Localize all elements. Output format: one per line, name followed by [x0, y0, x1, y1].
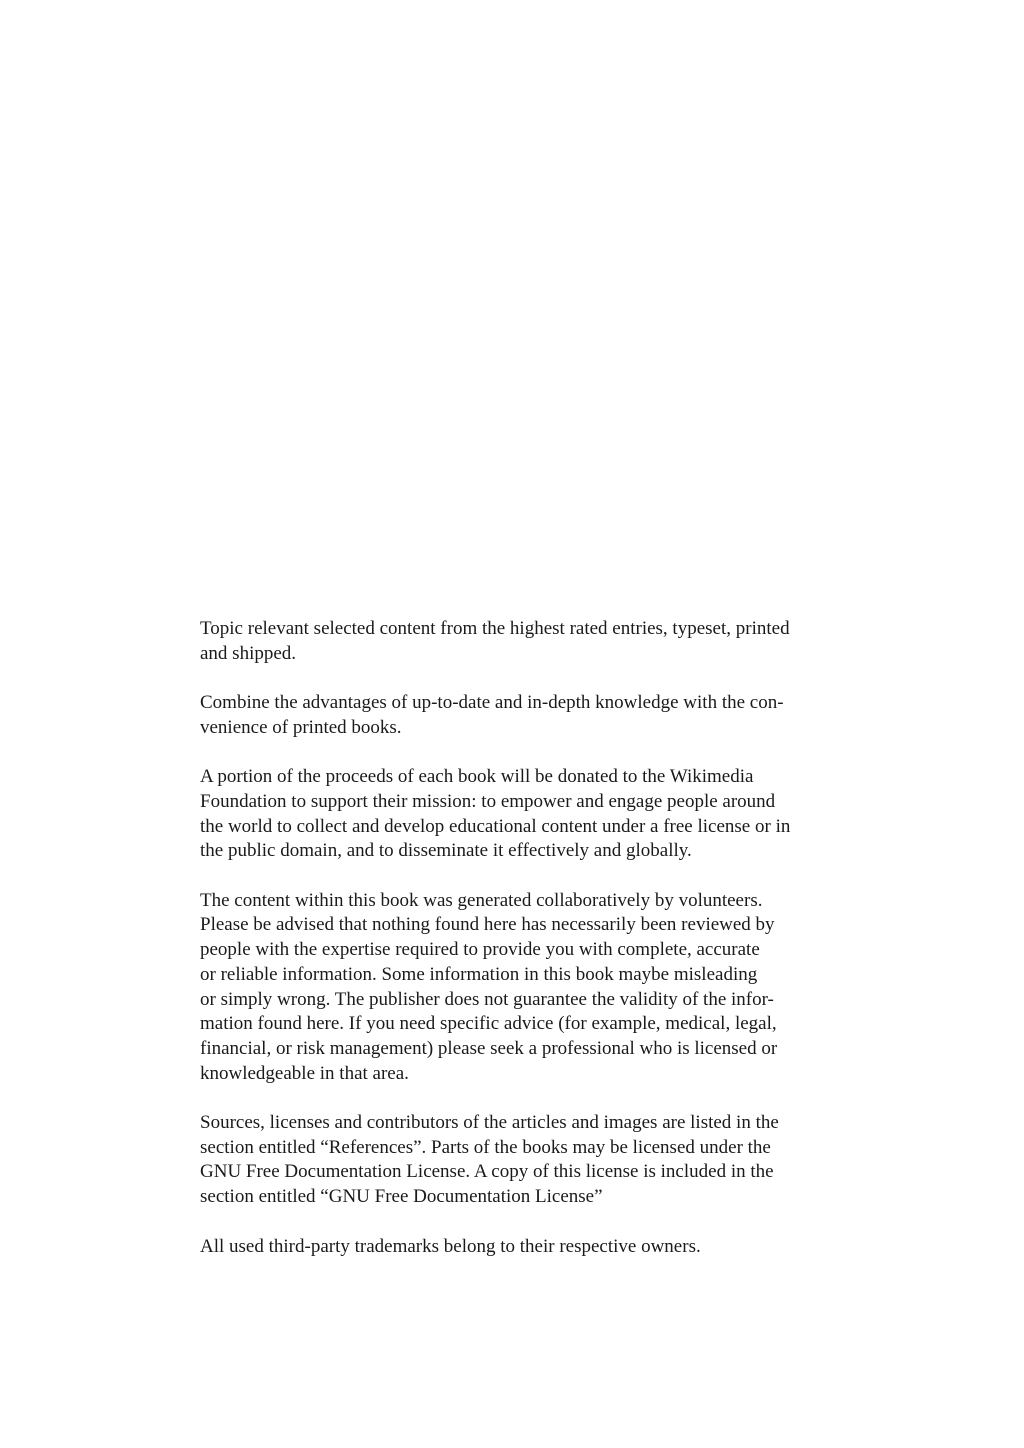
text-line: A portion of the proceeds of each book will be donated to the Wikimedia	[200, 766, 754, 788]
text-line: section entitled “GNU Free Documentation License”	[200, 1186, 603, 1208]
text-line: Please be advised that nothing found here has necessarily been reviewed by	[200, 914, 775, 936]
paragraph-advantages	[200, 691, 840, 740]
text-line: or reliable information. Some information in this book maybe misleading	[200, 963, 758, 985]
paragraph-disclaimer	[200, 889, 840, 1087]
paragraph-donation	[200, 765, 840, 864]
text-line: Sources, licenses and contributors of the articles and images are listed in the	[200, 1112, 779, 1133]
text-line: or simply wrong. The publisher does not guarantee the validity of the infor-	[200, 988, 774, 1010]
text-line: Foundation to support their mission: to empower and engage people around	[200, 790, 776, 812]
text-line: venience of printed books.	[200, 716, 402, 738]
paragraph-sources-licenses	[200, 1111, 840, 1210]
text-line: All used third-party trademarks belong to their respective owners.	[200, 1235, 701, 1257]
text-line: and shipped.	[200, 642, 297, 664]
text-line: Topic relevant selected content from the highest rated entries, typeset, printed	[200, 618, 790, 639]
text-line: GNU Free Documentation License. A copy of this license is included in the	[200, 1161, 774, 1183]
text-line: Combine the advantages of up-to-date and in-depth knowledge with the con-	[200, 692, 784, 714]
text-line: people with the expertise required to provide you with complete, accurate	[200, 939, 760, 961]
text-line: the world to collect and develop educational content under a free license or in	[200, 815, 791, 837]
text-line: financial, or risk management) please seek a professional who is licensed or	[200, 1037, 778, 1059]
paragraph-content-selection	[200, 617, 840, 666]
text-line: the public domain, and to disseminate it effectively and globally.	[200, 840, 692, 862]
text-line: The content within this book was generated collaboratively by volunteers.	[200, 889, 763, 911]
text-line: knowledgeable in that area.	[200, 1062, 409, 1084]
disclaimer-text-block	[200, 617, 840, 1259]
text-line: mation found here. If you need specific advice (for example, medical, legal,	[200, 1013, 777, 1035]
paragraph-trademarks	[200, 1235, 840, 1260]
text-line: section entitled “References”. Parts of the books may be licensed under the	[200, 1136, 771, 1158]
